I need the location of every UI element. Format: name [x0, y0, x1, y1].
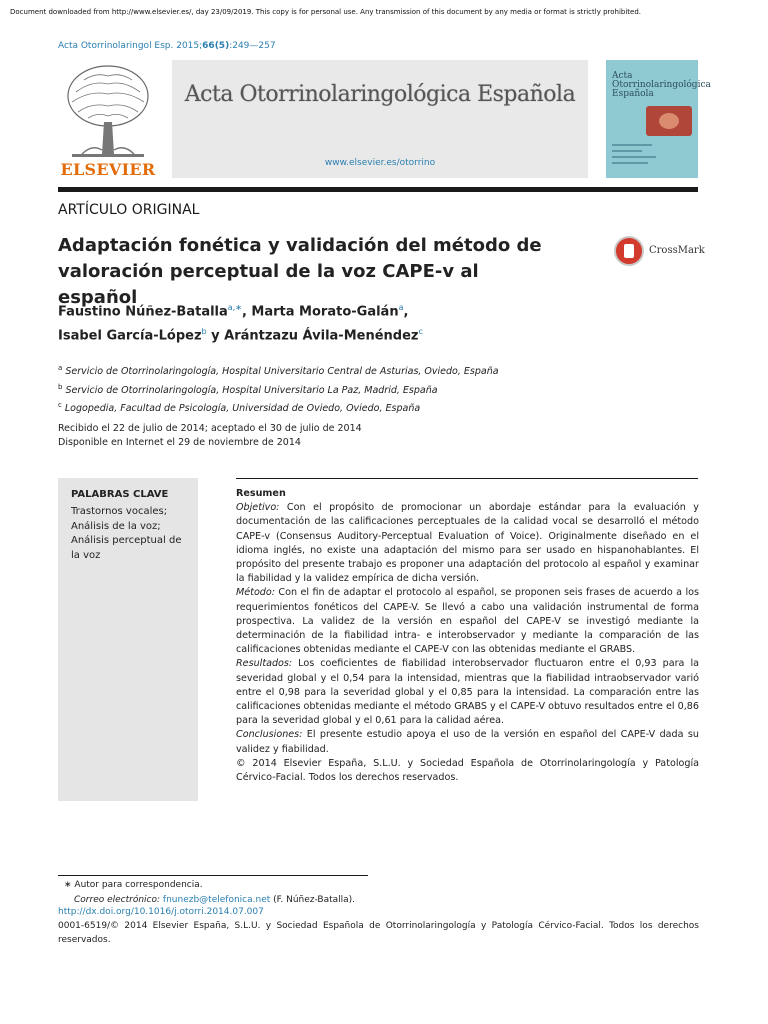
keywords-title: PALABRAS CLAVE: [71, 489, 169, 500]
cover-line: [612, 156, 656, 158]
affiliation-text: Logopedia, Facultad de Psicología, Universidad de Oviedo, Oviedo, España: [61, 403, 421, 415]
abstract-heading: Resumen: [236, 488, 286, 499]
author-separator: ,: [403, 304, 409, 320]
author-name: Isabel García-López: [58, 328, 202, 344]
received-date: Recibido el 22 de julio de 2014; aceptado el 30 de julio de 2014: [58, 423, 362, 434]
abstract-resultados: [236, 657, 699, 728]
abstract-conclusiones: [236, 728, 699, 756]
author-affiliation-mark[interactable]: b: [201, 327, 207, 337]
abstract-text: Con el propósito de promocionar un abordaje estándar para la evaluación y documentación de las calificaciones perceptuales de la calidad vocal se desarrolló el método CAPE-v (Consensus Auditory-Perceptual Evaluation of Voice). Originalmente diseñado en el idioma inglés, no existe una adaptación del mismo para ser usado en hispanohablantes. El propósito del presente trabajo es proponer una adaptación del protocolo al español y examinar la fiabilidad y la validez empírica de dicha versión.: [236, 502, 699, 585]
author-name: Faustino Núñez-Batalla: [58, 304, 228, 320]
cover-title: Acta Otorrinolaringológica Española: [612, 71, 711, 99]
affiliation-item: [58, 361, 499, 380]
footnote-correspondence: [64, 878, 355, 893]
publisher-wordmark: ELSEVIER: [60, 160, 156, 179]
crossmark-label: CrossMark: [649, 245, 705, 256]
crossmark-badge[interactable]: [614, 236, 704, 268]
email-label: Correo electrónico:: [74, 894, 161, 905]
abstract-label: Objetivo:: [236, 502, 280, 514]
author-affiliation-mark[interactable]: c: [418, 327, 423, 337]
footnote: [64, 878, 355, 907]
citation-pages: :249—257: [229, 41, 276, 51]
tree-icon: [62, 62, 154, 160]
keyword-item: Trastornos vocales;: [71, 506, 168, 517]
title-line: Adaptación fonética y validación del método de: [58, 235, 542, 256]
author-affiliation-mark[interactable]: a,∗: [227, 303, 242, 312]
abstract-text: Los coeficientes de fiabilidad interobservador fluctuaron entre el 0,93 para la severidad global y el 0,54 para la intensidad, mientras que la fiabilidad intraobservador varió entre el 0,98 para la severidad global y el 0,85 para la intensidad. La comparación entre las calificaciones obtenidas mediante el método GRABS y el CAPE-V obtuvo resultados entre el 0,86 para la severidad global y el 0,61 para la calidad aérea.: [236, 658, 699, 727]
author-name: y Arántzazu Ávila-Menéndez: [206, 328, 419, 344]
keyword-item: Análisis perceptual de la voz: [71, 535, 182, 561]
keywords-list: [71, 505, 191, 563]
journal-title: Acta Otorrinolaringológica Española: [184, 82, 576, 107]
affiliation-item: [58, 380, 499, 399]
author-list: [58, 298, 618, 347]
affiliation-item: [58, 398, 499, 417]
elsevier-logo[interactable]: [58, 60, 156, 180]
author-affiliation-mark[interactable]: a: [398, 303, 404, 312]
online-date: Disponible en Internet el 29 de noviembre de 2014: [58, 437, 301, 448]
cover-line: [612, 144, 652, 146]
affiliation-list: [58, 361, 499, 417]
title-line: valoración perceptual de la voz CAPE-v al español: [58, 261, 479, 308]
abstract-label: Conclusiones:: [236, 729, 303, 741]
footnote-divider: [58, 875, 368, 876]
abstract-label: Método:: [236, 587, 276, 599]
citation-volume: 66(5): [202, 41, 230, 51]
affiliation-text: Servicio de Otorrinolaringología, Hospital Universitario Central de Asturias, Oviedo, España: [62, 366, 499, 378]
footnote-email-line: [64, 893, 355, 908]
keywords-box: [58, 478, 198, 801]
abstract-text: El presente estudio apoya el uso de la versión en español del CAPE-V dada su validez y fiabilidad.: [236, 729, 699, 755]
affiliation-mark: c: [58, 401, 62, 410]
footnote-text: Autor para correspondencia.: [71, 880, 203, 890]
download-notice: Document downloaded from http://www.elsevier.es/, day 23/09/2019. This copy is for personal use. Any transmission of this document by any media or format is strictly prohibited.: [10, 8, 642, 16]
keyword-item: Análisis de la voz;: [71, 520, 161, 532]
cover-line: [612, 162, 648, 164]
abstract-objetivo: [236, 501, 699, 586]
journal-citation[interactable]: [58, 41, 276, 51]
doi-link[interactable]: http://dx.doi.org/10.1016/j.otorri.2014.07.007: [58, 907, 264, 917]
cover-image: [646, 106, 692, 136]
header-divider: [58, 187, 698, 192]
author-line: [58, 298, 618, 322]
email-owner: (F. Núñez-Batalla).: [270, 894, 356, 905]
cover-line: [612, 150, 642, 152]
footnote-marker: ∗: [64, 880, 72, 890]
author-name: , Marta Morato-Galán: [241, 304, 399, 320]
journal-banner: [172, 60, 588, 178]
author-line: [58, 322, 618, 346]
abstract-label: Resultados:: [236, 658, 293, 670]
abstract-divider: [236, 478, 698, 479]
affiliation-text: Servicio de Otorrinolaringología, Hospital Universitario La Paz, Madrid, España: [62, 384, 438, 396]
abstract-metodo: [236, 586, 699, 657]
affiliation-mark: a: [58, 364, 63, 372]
section-label: ARTÍCULO ORIGINAL: [58, 202, 200, 218]
abstract-text: Con el fin de adaptar el protocolo al español, se proponen seis frases de acuerdo a los requerimientos fonéticos del CAPE-V. Se llevó a cabo una validación instrumental de forma prospectiva. La validez de la versión en español del CAPE-V se investigó mediante la determinación de la fiabilidad intra- e interobservador y mediante la comparación de las calificaciones obtenidas mediante el CAPE-V con las obtenidas mediante el GRABS.: [236, 587, 699, 656]
journal-url-link[interactable]: www.elsevier.es/otorrino: [324, 158, 436, 168]
article-dates: [58, 422, 362, 450]
journal-cover-thumbnail[interactable]: [606, 60, 711, 178]
abstract: [236, 487, 699, 785]
citation-journal: Acta Otorrinolaringol Esp. 2015;: [58, 41, 203, 51]
affiliation-mark: b: [58, 382, 63, 391]
crossmark-icon: [614, 236, 644, 266]
copyright-footer: 0001-6519/© 2014 Elsevier España, S.L.U. y Sociedad Española de Otorrinolaringología y Patología Cérvico-Facial. Todos los derechos reservados.: [58, 921, 699, 945]
email-link[interactable]: fnunezb@telefonica.net: [162, 894, 271, 905]
abstract-copyright: © 2014 Elsevier España, S.L.U. y Sociedad Española de Otorrinolaringología y Patología Cérvico-Facial. Todos los derechos reservados.: [236, 757, 699, 784]
journal-header: [58, 60, 711, 188]
